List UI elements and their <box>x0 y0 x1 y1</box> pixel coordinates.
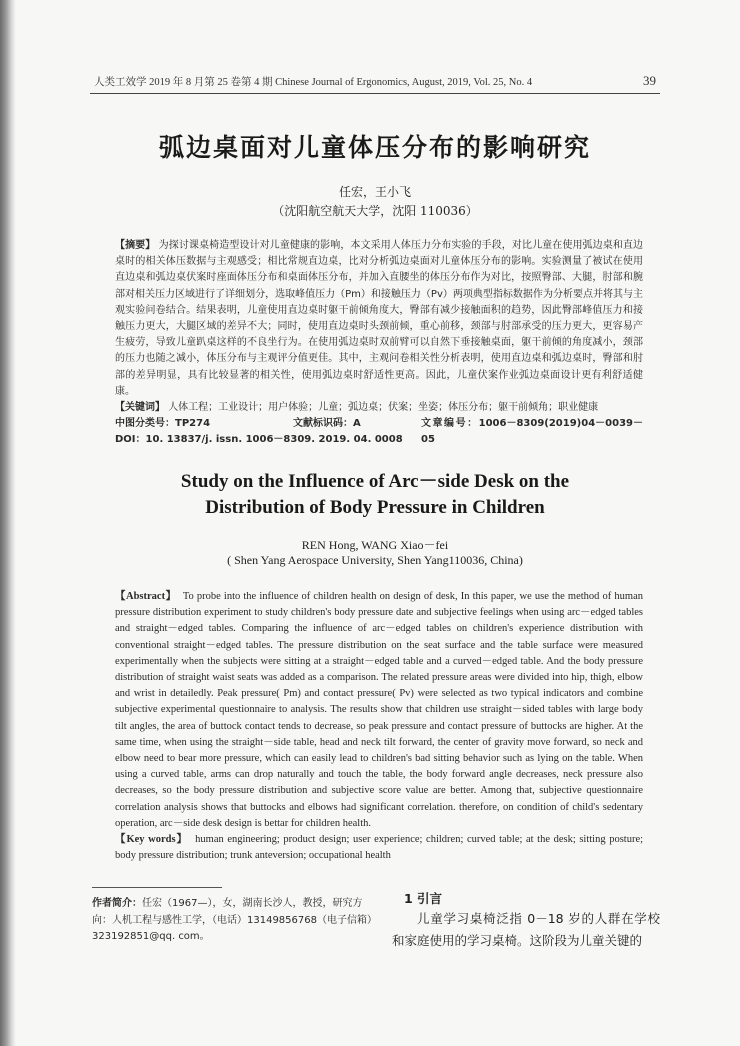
abstract-text-chinese: 为探讨课桌椅造型设计对儿童健康的影响，本文采用人体压力分布实验的手段，对比儿童在使用弧边桌和直边桌时的相关体压数据与主观感受；相比常规直边桌，比对分析弧边桌面对儿童体压分布的影响。实验测量了被试在使用直边桌和弧边桌伏案时座面体压分布和桌面体压分布，并加入直腰坐的体压分布作为对比，按照臀部、大腿，肘部和腕部对相关压力区域进行了详细划分，选取峰值压力（Pm）和接触压力（Pv）两项典型指标数据作为分析要点并将其与主观实验问卷结合。结果表明，儿童使用直边桌时躯干前倾角度大，臀部有减少接触面积的趋势，因此臀部峰值压力和接触压力更大，大腿区域的差异不大；同时，使用直边桌时头颈前倾，重心前移，颈部与肘部承受的压力更大，更容易产生疲劳，导致儿童趴桌这样的不良坐行为。在使用弧边桌时双前臂可以自然下垂接触桌面，躯干前倾的角度减小，颈部的压力也随之减小，体压分布与主观评分值更佳。其中，主观问卷相关性分析表明，使用直边桌和弧边桌时，臀部和肘部的差异明显，具有比较显著的相关性，使用弧边桌时舒适性更高。因此，儿童伏案作业弧边桌面设计更有利舒适健康。 <box>115 240 644 397</box>
abstract-english <box>115 589 643 832</box>
chinese-abstract-block <box>115 238 643 449</box>
keywords-chinese <box>115 400 643 416</box>
article-number: 文章编号：1006－8309(2019)04－0039－05 <box>421 418 643 446</box>
clc-number: 中图分类号：TP274 <box>115 418 211 430</box>
keywords-label-chinese: 【关键词】 <box>115 402 165 414</box>
keywords-text-english: human engineering; product design; user experience; children; curved table; at the desk; sitting posture; body pressure distribution; trunk anteversion; occupational health <box>115 834 644 862</box>
page-binding-edge <box>0 0 16 1046</box>
footnote-rule <box>92 887 222 888</box>
abstract-chinese <box>115 238 643 400</box>
affiliation-english: ( Shen Yang Aerospace University, Shen Yang110036, China) <box>227 553 523 567</box>
journal-line: 人类工效学 2019 年 8 月第 25 卷第 4 期 Chinese Journal of Ergonomics, August, 2019, Vol. 25, No. 4 <box>94 77 533 88</box>
authors-english: REN Hong, WANG Xiao－fei <box>301 538 449 552</box>
authors-chinese: 任宏，王小飞 <box>338 185 411 199</box>
doi: DOI：10. 13837/j. issn. 1006－8309. 2019. 04. 0008 <box>115 434 403 446</box>
english-abstract-block <box>115 589 643 864</box>
author-footnote <box>92 896 374 946</box>
title-chinese: 弧边桌面对儿童体压分布的影响研究 <box>158 133 591 162</box>
introduction-paragraph: 儿童学习桌椅泛指 0－18 岁的人群在学校和家庭使用的学习桌椅。这阶段为儿童关键的 <box>392 911 660 948</box>
header-rule <box>90 93 660 94</box>
running-header <box>94 74 660 90</box>
abstract-text-english: To probe into the influence of children health on design of desk, In this paper, we use the method of human pressure distribution experiment to study children's body pressure date and subjective feelings when using arc－edged tables and straight－edged tables. Comparing the influence of arc－edged tables on children's experience distribution with conventional straight－edged tables. The pressure distribution on the seat surface and the table surface were measured experimentally when the subjects were sitting at a straight－edged table and a curved－edged table. And the body pressure distribution of straight waist seats was added as a comparison. The related pressure areas were divided into hip, thigh, elbow and wrist in detailedly. Peak pressure( Pm) and contact pressure( Pv) were selected as two typical indicators and combine subjective experimental questionnaire to analysis. The results show that children use straight－sided tables with large body tilt angles, the area of buttock contact tends to decrease, so peak pressure and contact pressure of buttocks are higher. At the same time, when using the straight－side table, head and neck tilt forward, the center of gravity move forward, so neck and elbow need to bear more pressure, which can easily lead to children's bad sitting behavior such as lying on the table. When using a curved table, arms can drop naturally and touch the table, the body forward angle decreases, neck pressure also decreases, so the body pressure distribution and subjective score value are better. Among that, subjective questionnaire correlation analysis shows that buttocks and elbows had significant correlation. therefore, on condition of child's sedentary operation, arc－side desk design is bettar for children health. <box>115 591 644 829</box>
section-heading-introduction: 1 引言 <box>404 891 443 906</box>
title-english-line2: Distribution of Body Pressure in Children <box>205 497 545 518</box>
document-code: 文献标识码：A <box>293 418 361 430</box>
affiliation-chinese: （沈阳航空航天大学，沈阳 110036） <box>272 204 478 218</box>
keywords-label-english: 【Key words】 <box>115 834 188 846</box>
footnote-text: 任宏（1967—），女，湖南长沙人，教授，研究方向：人机工程与感性工学，（电话）13149856768（电子信箱）323192851@qq. com。 <box>92 898 372 942</box>
footnote-label: 作者简介： <box>92 898 142 909</box>
abstract-label-chinese: 【摘要】 <box>115 240 156 251</box>
page-number: 39 <box>643 73 656 88</box>
title-english <box>90 469 660 521</box>
title-english-line1: Study on the Influence of Arc－side Desk on the <box>180 471 570 492</box>
abstract-label-english: 【Abstract】 <box>115 591 177 602</box>
keywords-text-chinese: 人体工程；工业设计；用户体验；儿童；弧边桌；伏案；坐姿；体压分布；躯干前倾角；职业健康 <box>168 402 599 414</box>
keywords-english <box>115 832 643 864</box>
